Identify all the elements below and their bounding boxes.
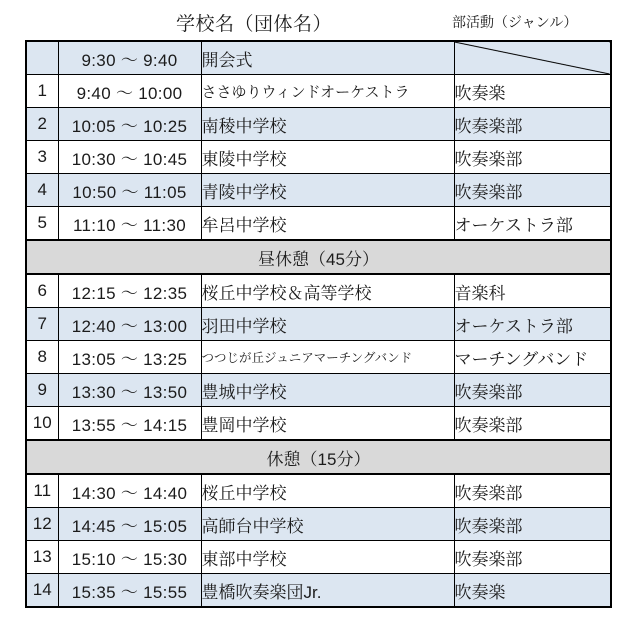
schedule-row bbox=[26, 174, 611, 207]
school-name: 高師台中学校 bbox=[201, 508, 454, 541]
row-number: 1 bbox=[26, 75, 58, 108]
row-number: 8 bbox=[26, 341, 58, 374]
school-name: つつじが丘ジュニアマーチングバンド bbox=[201, 341, 454, 374]
row-number: 11 bbox=[26, 474, 58, 508]
schedule-row bbox=[26, 108, 611, 141]
club-genre: 音楽科 bbox=[454, 274, 611, 308]
row-number: 9 bbox=[26, 374, 58, 407]
club-genre: 吹奏楽部 bbox=[454, 174, 611, 207]
break-label: 昼休憩（45分） bbox=[26, 240, 611, 274]
school-name: ささゆりウィンドオーケストラ bbox=[201, 75, 454, 108]
schedule-row bbox=[26, 308, 611, 341]
club-genre: 吹奏楽部 bbox=[454, 508, 611, 541]
schedule-row bbox=[26, 574, 611, 608]
row-number: 2 bbox=[26, 108, 58, 141]
club-genre: 吹奏楽部 bbox=[454, 541, 611, 574]
schedule-row bbox=[26, 75, 611, 108]
time-range: 10:05 ～ 10:25 bbox=[58, 108, 201, 141]
time-range: 11:10 ～ 11:30 bbox=[58, 207, 201, 241]
school-name: 牟呂中学校 bbox=[201, 207, 454, 241]
school-name: 豊岡中学校 bbox=[201, 407, 454, 441]
time-range: 13:05 ～ 13:25 bbox=[58, 341, 201, 374]
time-range: 9:40 ～ 10:00 bbox=[58, 75, 201, 108]
club-genre: 吹奏楽部 bbox=[454, 407, 611, 441]
club-genre: 吹奏楽部 bbox=[454, 141, 611, 174]
time-range: 14:45 ～ 15:05 bbox=[58, 508, 201, 541]
break-row bbox=[26, 240, 611, 274]
school-name: 豊城中学校 bbox=[201, 374, 454, 407]
school-name: 桜丘中学校＆高等学校 bbox=[201, 274, 454, 308]
time-range: 13:55 ～ 14:15 bbox=[58, 407, 201, 441]
school-name: 南稜中学校 bbox=[201, 108, 454, 141]
school-name: 羽田中学校 bbox=[201, 308, 454, 341]
schedule-row bbox=[26, 407, 611, 441]
club-genre: オーケストラ部 bbox=[454, 308, 611, 341]
time-range: 10:30 ～ 10:45 bbox=[58, 141, 201, 174]
club-genre: 吹奏楽部 bbox=[454, 108, 611, 141]
club-genre: マーチングバンド bbox=[454, 341, 611, 374]
club-genre: 吹奏楽 bbox=[454, 75, 611, 108]
schedule-row bbox=[26, 274, 611, 308]
school-name: 東部中学校 bbox=[201, 541, 454, 574]
row-number: 14 bbox=[26, 574, 58, 608]
row-number: 3 bbox=[26, 141, 58, 174]
row-number: 6 bbox=[26, 274, 58, 308]
school-name: 東陵中学校 bbox=[201, 141, 454, 174]
club-column-header: 部活動（ジャンル） bbox=[452, 14, 578, 30]
schedule-row bbox=[26, 141, 611, 174]
club-genre: 吹奏楽 bbox=[454, 574, 611, 608]
school-name: 豊橋吹奏楽団Jr. bbox=[201, 574, 454, 608]
row-number: 4 bbox=[26, 174, 58, 207]
club-genre: オーケストラ部 bbox=[454, 207, 611, 241]
club-genre: 吹奏楽部 bbox=[454, 374, 611, 407]
time-range: 13:30 ～ 13:50 bbox=[58, 374, 201, 407]
school-name: 開会式 bbox=[201, 41, 454, 75]
row-number: 7 bbox=[26, 308, 58, 341]
schedule-table bbox=[25, 40, 612, 608]
time-range: 14:30 ～ 14:40 bbox=[58, 474, 201, 508]
time-range: 12:15 ～ 12:35 bbox=[58, 274, 201, 308]
row-number: 5 bbox=[26, 207, 58, 241]
school-name: 桜丘中学校 bbox=[201, 474, 454, 508]
schedule-row bbox=[26, 341, 611, 374]
schedule-row bbox=[26, 374, 611, 407]
row-number bbox=[26, 41, 58, 75]
diagonal-empty-cell bbox=[454, 41, 611, 75]
row-number: 12 bbox=[26, 508, 58, 541]
row-number: 10 bbox=[26, 407, 58, 441]
schedule-row bbox=[26, 207, 611, 241]
time-range: 10:50 ～ 11:05 bbox=[58, 174, 201, 207]
schedule-row bbox=[26, 474, 611, 508]
break-label: 休憩（15分） bbox=[26, 440, 611, 474]
time-range: 12:40 ～ 13:00 bbox=[58, 308, 201, 341]
schedule-row bbox=[26, 508, 611, 541]
time-range: 9:30 ～ 9:40 bbox=[58, 41, 201, 75]
break-row bbox=[26, 440, 611, 474]
schedule-row bbox=[26, 41, 611, 75]
school-name: 青陵中学校 bbox=[201, 174, 454, 207]
club-genre: 吹奏楽部 bbox=[454, 474, 611, 508]
time-range: 15:10 ～ 15:30 bbox=[58, 541, 201, 574]
school-column-header: 学校名（団体名） bbox=[176, 14, 333, 35]
schedule-row bbox=[26, 541, 611, 574]
row-number: 13 bbox=[26, 541, 58, 574]
time-range: 15:35 ～ 15:55 bbox=[58, 574, 201, 608]
